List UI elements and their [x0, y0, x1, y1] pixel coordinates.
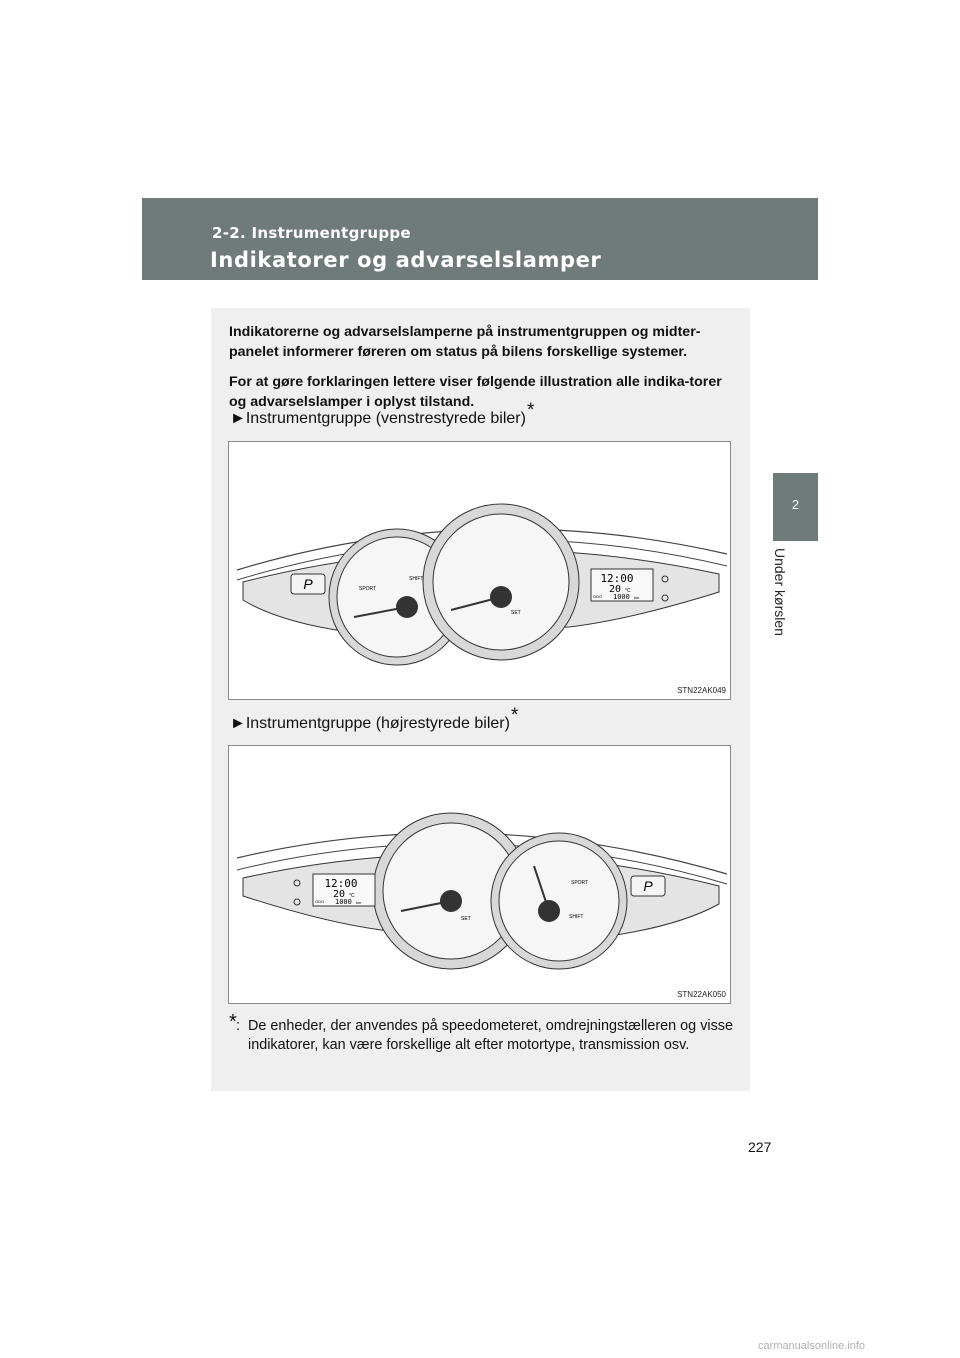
section-header — [142, 198, 818, 280]
intro-paragraph-1: Indikatorerne og advarselslamperne på instrumentgruppen og midter-panelet informerer føreren om status på bilens forskellige systemer. — [229, 324, 701, 360]
display-temp-unit: °C — [625, 588, 631, 594]
chapter-label: Under kørslen — [772, 548, 788, 636]
figure-2-rhd-cluster — [228, 745, 731, 1004]
chapter-number: 2 — [791, 497, 800, 512]
figure-1-asterisk: * — [526, 400, 535, 421]
figure-2-code: STN22AK050 — [677, 990, 726, 999]
display-odo-label: ODO — [593, 594, 603, 599]
figure-2-heading-text: ►Instrumentgruppe (højrestyrede biler) — [230, 715, 510, 732]
gear-p-icon: P — [303, 576, 313, 592]
figure-1-heading — [230, 400, 535, 429]
cluster-illustration-rhd — [229, 746, 732, 1005]
display-odo-value-rhd: 1000 — [335, 898, 352, 906]
display-time: 12:00 — [600, 572, 634, 585]
display-odo-value: 1000 — [613, 593, 630, 601]
shift-label-rhd: SHIFT — [569, 914, 584, 920]
sport-label-rhd: SPORT — [571, 880, 589, 886]
shift-label: SHIFT — [409, 576, 424, 582]
chapter-label-container — [772, 548, 804, 648]
footnote — [229, 1011, 733, 1055]
gear-p-icon-rhd: P — [643, 878, 653, 894]
figure-2-heading — [230, 705, 519, 734]
intro-paragraph-2: For at gøre forklaringen lettere viser følgende illustration alle indika-torer og advarselslamper i oplyst tilstand. — [229, 374, 722, 410]
set-label-rhd: SET — [461, 916, 471, 922]
display-time-rhd: 12:00 — [324, 877, 358, 890]
display-temp: 20 — [608, 584, 622, 595]
display-odo-unit-rhd: km — [356, 900, 362, 905]
footnote-colon: : — [236, 1018, 240, 1034]
figure-1-code: STN22AK049 — [677, 686, 726, 695]
watermark: carmanualsonline.info — [758, 1340, 866, 1352]
display-odo-label-rhd: ODO — [315, 899, 325, 904]
figure-2-asterisk: * — [510, 705, 519, 726]
footnote-text: De enheder, der anvendes på speedometeret, omdrejningstælleren og visse indikatorer, kan være forskellige alt efter motortype, transmission osv. — [248, 1018, 733, 1053]
display-temp-rhd: 20 — [332, 889, 346, 900]
sport-label: SPORT — [359, 586, 377, 592]
section-label: 2-2. Instrumentgruppe — [212, 224, 411, 242]
cluster-illustration-lhd — [229, 442, 732, 701]
display-odo-unit: km — [634, 595, 640, 600]
display-temp-unit-rhd: °C — [349, 893, 355, 899]
figure-1-heading-text: ►Instrumentgruppe (venstrestyrede biler) — [230, 410, 526, 427]
footnote-asterisk: * — [229, 1011, 237, 1033]
page-title: Indikatorer og advarselslamper — [210, 248, 602, 272]
page-number: 227 — [748, 1139, 772, 1155]
set-label: SET — [511, 610, 521, 616]
figure-1-lhd-cluster — [228, 441, 731, 700]
chapter-tab — [773, 473, 818, 541]
